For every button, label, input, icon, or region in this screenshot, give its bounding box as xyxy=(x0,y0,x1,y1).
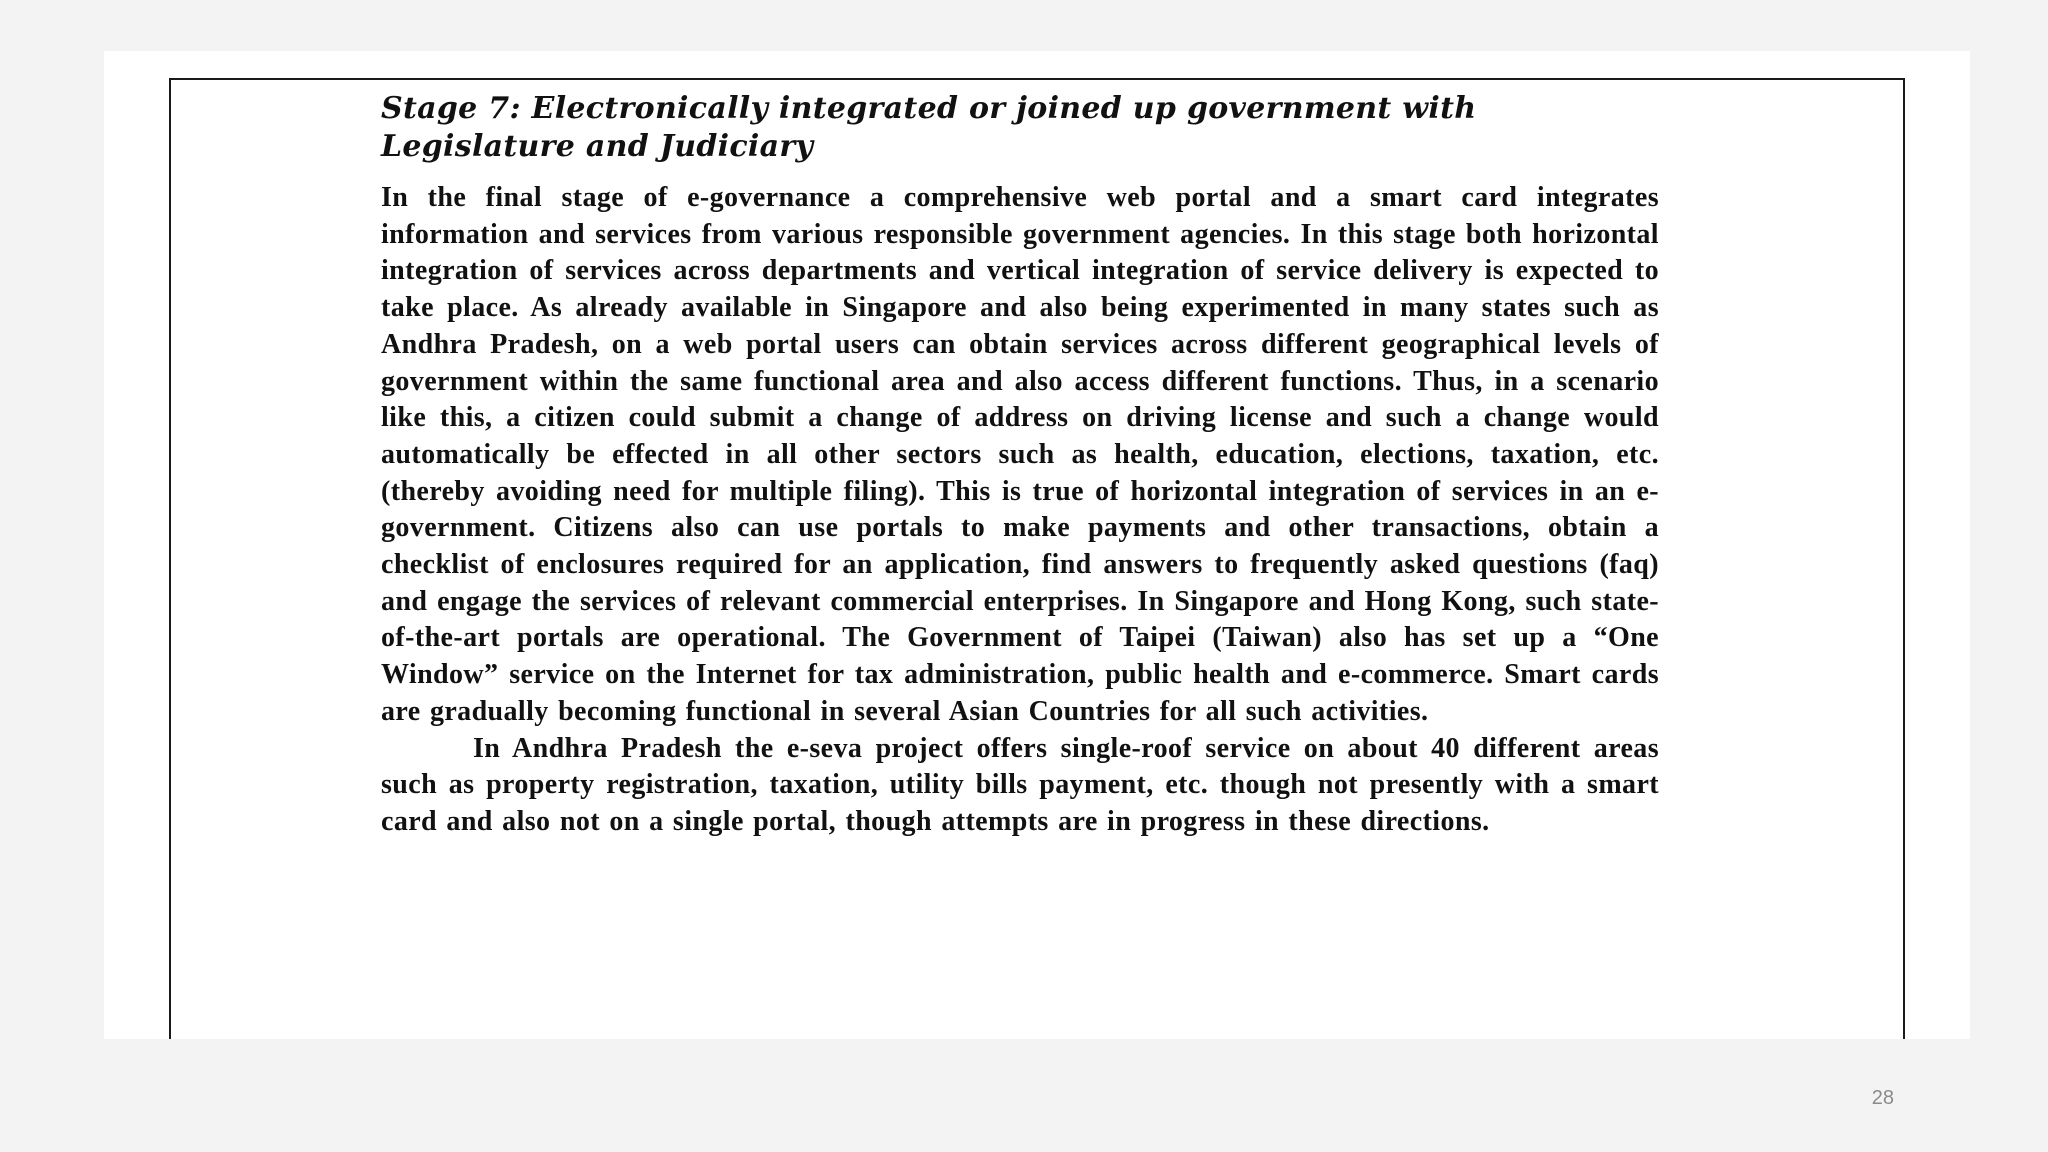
scan-border-frame xyxy=(169,78,1905,1039)
scanned-page-image xyxy=(104,51,1970,1039)
document-text-block xyxy=(381,90,1659,841)
paragraph-andhra-pradesh: In Andhra Pradesh the e-seva project offers single-roof service on about 40 different areas such as property registration, taxation, utility bills payment, etc. though not presently with a smart card and also not on a single portal, though attempts are in progress in these directions. xyxy=(381,732,1659,837)
stage-heading: Stage 7: Electronically integrated or joined up government with Legislature and Judiciary xyxy=(381,91,1477,164)
paragraph-final-stage: In the final stage of e-governance a comprehensive web portal and a smart card integrates information and services from various responsible government agencies. In this stage both horizontal integration of services across departments and vertical integration of service delivery is expected to take place. As already available in Singapore and also being experimented in many states such as Andhra Pradesh, on a web portal users can obtain services across different geographical levels of government within the same functional area and also access different functions. Thus, in a scenario like this, a citizen could submit a change of address on driving license and such a change would automatically be effected in all other sectors such as health, education, elections, taxation, etc. (thereby avoiding need for multiple filing). This is true of horizontal integration of services in an e-government. Citizens also can use portals to make payments and other transactions, obtain a checklist of enclosures required for an application, find answers to frequently asked questions (faq) and engage the services of relevant commercial enterprises. In Singapore and Hong Kong, such state-of-the-art portals are operational. The Government of Taipei (Taiwan) also has set up a “One Window” service on the Internet for tax administration, public health and e-commerce. Smart cards are gradually becoming functional in several Asian Countries for all such activities. xyxy=(381,182,1659,727)
slide-page-number: 28 xyxy=(1871,1087,1894,1109)
